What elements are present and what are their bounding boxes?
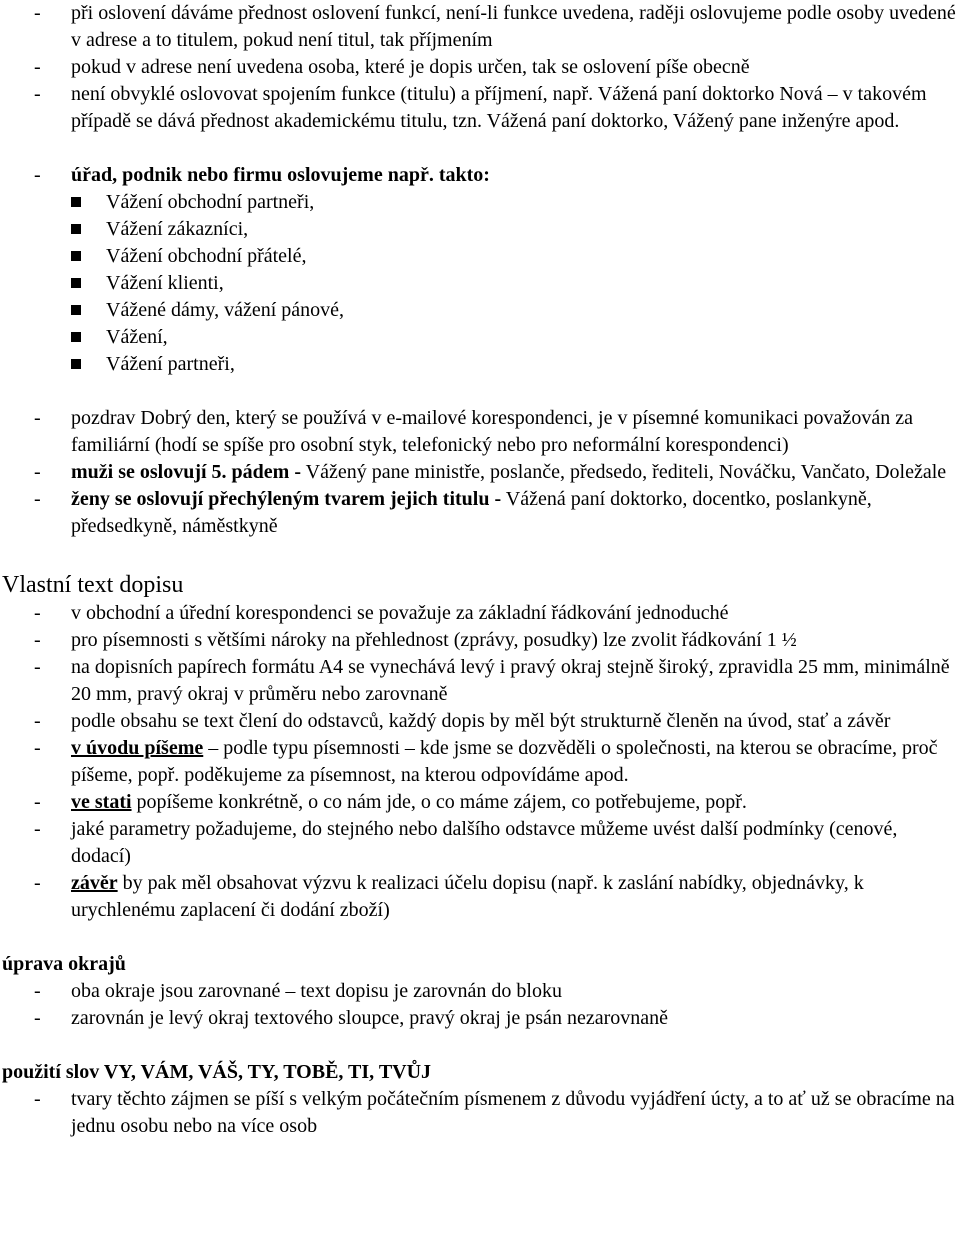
list-item: - při oslovení dáváme přednost oslovení funkcí, není-li funkce uvedena, raději oslovujeme podle osoby uvedené v adrese a to titulem, pokud není titul, tak příjmením [34, 2, 956, 51]
list-item: - úřad, podnik nebo firmu oslovujeme např. takto: [34, 164, 490, 186]
list-item: - muži se oslovují 5. pádem - Vážený pane ministře, poslanče, předsedo, řediteli, Nováčku, Vančato, Doležale [34, 461, 947, 483]
list-item: - na dopisních papírech formátu A4 se vynechává levý i pravý okraj stejně široký, zpravidla 25 mm, minimálně 20 mm, pravý okraj v průměru nebo zarovnaně [34, 656, 950, 705]
section-heading-body: Vlastní text dopisu [2, 572, 184, 598]
list-item: - v úvodu píšeme – podle typu písemnosti – kde jsme se dozvěděli o společnosti, na kterou se obracíme, proč píšeme, popř. poděkujeme za písemnost, na kterou odpovídáme apod. [34, 737, 938, 786]
list-item: Vážení zákazníci, [0, 216, 960, 243]
list-item: - pokud v adrese není uvedena osoba, které je dopis určen, tak se oslovení píše obecně [34, 56, 750, 78]
list-item: - pozdrav Dobrý den, který se používá v e-mailové korespondenci, je v písemné komunikaci považován za familiární (hodí se spíše pro osobní styk, telefonický nebo pro neformální korespondenci) [34, 407, 913, 456]
square-bullet-icon [71, 251, 81, 261]
intro-list [0, 0, 960, 135]
list-item: - závěr by pak měl obsahovat výzvu k realizaci účelu dopisu (např. k zaslání nabídky, objednávky, k urychlenému zaplacení či dodání zboží) [34, 872, 864, 921]
list-item: Vážené dámy, vážení pánové, [0, 297, 960, 324]
list-item: - oba okraje jsou zarovnané – text dopisu je zarovnán do bloku [34, 980, 562, 1002]
square-bullet-icon [71, 305, 81, 315]
square-bullet-icon [71, 197, 81, 207]
list-item: Vážení obchodní přátelé, [0, 243, 960, 270]
list-item: - tvary těchto zájmen se píší s velkým počátečním písmenem z důvodu vyjádření úcty, a to ať už se obracíme na jednu osobu nebo na více osob [34, 1088, 955, 1137]
square-bullet-icon [71, 332, 81, 342]
section-heading-margins: úprava okrajů [2, 953, 126, 975]
margins-list [0, 978, 960, 1032]
list-item: - ženy se oslovují přechýleným tvarem jejich titulu - Vážená paní doktorko, docentko, poslankyně, předsedkyně, náměstkyně [34, 488, 872, 537]
office-greeting-intro: úřad, podnik nebo firmu oslovujeme např. takto: [71, 164, 490, 186]
list-item: Vážení klienti, [0, 270, 960, 297]
square-bullet-icon [71, 278, 81, 288]
closing-list [0, 405, 960, 540]
pronouns-list [0, 1086, 960, 1140]
list-item: - není obvyklé oslovovat spojením funkce (titulu) a příjmení, např. Vážená paní doktorko Nová – v takovém případě se dává přednost akademickému titulu, tzn. Vážená paní doktorko, Vážený pane inženýre apod. [34, 83, 927, 132]
list-item: - jaké parametry požadujeme, do stejného nebo dalšího odstavce můžeme uvést další podmínky (cenové, dodací) [34, 818, 898, 867]
list-item: - podle obsahu se text člení do odstavců, každý dopis by měl být strukturně členěn na úvod, stať a závěr [34, 710, 891, 732]
list-item: - v obchodní a úřední korespondenci se považuje za základní řádkování jednoduché [34, 602, 729, 624]
greeting-examples [0, 189, 960, 378]
list-item: Vážení partneři, [0, 351, 960, 378]
list-item: - zarovnán je levý okraj textového sloupce, pravý okraj je psán nezarovnaně [34, 1007, 668, 1029]
list-item: Vážení obchodní partneři, [0, 189, 960, 216]
section-heading-pronouns: použití slov VY, VÁM, VÁŠ, TY, TOBĚ, TI, TVŮJ [2, 1061, 432, 1083]
list-item: - pro písemnosti s většími nároky na přehlednost (zprávy, posudky) lze zvolit řádkování 1 ½ [34, 629, 797, 651]
office-greeting-list [0, 162, 960, 189]
square-bullet-icon [71, 359, 81, 369]
list-item: - ve stati popíšeme konkrétně, o co nám jde, o co máme zájem, co potřebujeme, popř. [34, 791, 747, 813]
square-bullet-icon [71, 224, 81, 234]
body-list [0, 600, 960, 924]
list-item: Vážení, [0, 324, 960, 351]
